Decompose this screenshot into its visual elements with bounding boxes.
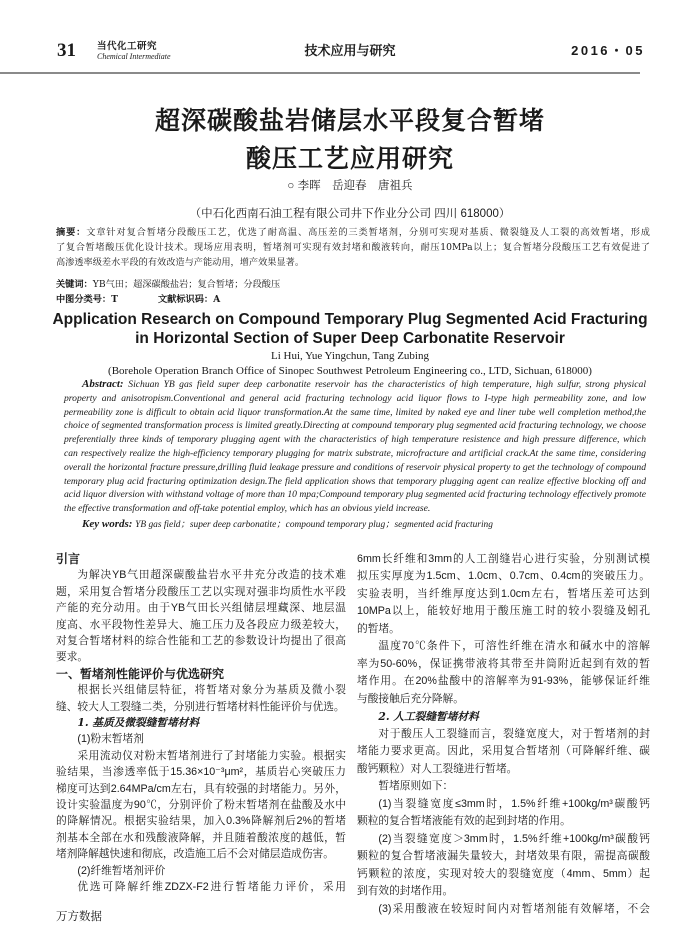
abstract-en-line: Sichuan YB gas field super deep carbonatite reservoir has the characteristics of high temperature, high sulfur, strong physical (128, 379, 646, 390)
paragraph-line: (1)粉末暂堵剂 (77, 733, 144, 746)
title-cn-line: 超深碳酸盐岩储层水平段复合暂堵 (154, 107, 545, 135)
paragraph-line: 到有效的封堵作用。 (357, 885, 454, 898)
paragraph-line: 率为50-60%，保证携带液将其带至井筒附近起到有效的暂 (357, 657, 650, 670)
doc-code-value: A (213, 294, 221, 305)
paragraph-line: 根据长兴组储层特征，将暂堵对象分为基质及微小裂 (77, 684, 346, 697)
paragraph-line: 与酸接触后充分降解。 (357, 692, 464, 705)
section-heading: 2. 人工裂缝暂堵材料 (378, 710, 479, 724)
keywords-cn-label: 关键词： (56, 279, 93, 290)
page-number: 31 (57, 40, 76, 61)
abstract-cn-line: 文章针对复合暂堵分段酸压工艺，优选了耐高温、高压差的三类暂堵剂，分别可实现对基质、微裂缝及人工裂的高效暂堵，形成 (86, 227, 650, 238)
paragraph-line: 产能的充分动用。由于YB气田长兴组储层埋藏深、地层温 (56, 602, 346, 615)
authors-cn: ○ 李晖 岳迎春 唐祖兵 (287, 180, 413, 192)
paragraph-line: 堵剂降解越快速和彻底，改造施工后不会对储层造成伤害。 (56, 848, 334, 861)
issue-number: 2016・05 (571, 43, 645, 58)
abstract-en-line: preferentially three kinds of temporary plugging agent with the characteristics of high temperature resistence and high pressure difference, which (64, 434, 646, 446)
paragraph-line: 要求。 (56, 651, 89, 664)
title-en-line: Application Research on Compound Temporary Plug Segmented Acid Fracturing (52, 311, 648, 328)
authors-en: Li Hui, Yue Yingchun, Tang Zubing (270, 350, 429, 362)
body-columns (0, 551, 700, 925)
title-en (0, 310, 700, 348)
title-cn (0, 102, 700, 178)
abstract-cn-line: 了复合暂堵酸压优化设计技术。现场应用表明，暂堵剂可实现有效封堵和酸液转向，耐压10MPa以上；复合暂堵分段酸压工艺有效促进了 (56, 242, 650, 253)
paragraph-line: 实验表明，当纤维厚度达到1.0cm左右，暂堵压差可达到 (357, 587, 650, 600)
body-column-right (357, 551, 650, 919)
abstract-en-line: acid liquor diversion with withstand voltage of more than 10 mpa;Compound temporary plug segmented acid fracturing technology effectively promote (64, 489, 646, 501)
paragraph-line: (1)当裂缝宽度≤3mm时，1.5%纤维+100kg/m³碳酸钙 (378, 797, 650, 810)
title-cn-line: 酸压工艺应用研究 (245, 145, 454, 173)
clc-label: 中图分类号： (56, 294, 112, 305)
paragraph-line: 对于酸压人工裂缝而言，裂缝宽度大，对于暂堵剂的封 (378, 727, 650, 740)
abstract-en-line: temporary plug acid fracturing optimization design.The field application shows that temporary plugging agent can realize effective blocking off and (64, 475, 646, 487)
paragraph-line: 的降解情况。根据实验结果，加入0.3%降解剂后2%的暂堵 (56, 815, 346, 828)
header-rule (0, 72, 640, 74)
abstract-cn-label: 摘要： (56, 227, 87, 238)
paragraph-line: 梯度可达到2.64MPa/cm左右，具有较强的封堵能力。另外， (56, 782, 346, 795)
paragraph-line: 颗粒的复合暂堵液能有效的起到封堵的作用。 (357, 815, 571, 828)
paragraph-line: 堵能力要求更高。因此，采用复合暂堵剂（可降解纤维、碳 (357, 745, 650, 758)
cn-meta (56, 277, 700, 307)
paragraph-line: 10MPa以上，能较好地用于酸压施工时的较小裂缝及蚓孔 (357, 605, 650, 618)
paragraph-line: 颗粒的复合暂堵液漏失量较大，封堵效果有限，需提高碳酸 (357, 850, 650, 863)
abstract-en-label: Abstract (82, 378, 120, 390)
paragraph-line: 题，采用复合暂堵分段酸压工艺以实现对强非均质性水平段 (56, 585, 346, 598)
keywords-cn: YB气田；超深碳酸盐岩；复合暂堵；分段酸压 (92, 279, 281, 290)
abstract-en-line: property and anisotropism.Conventional and general acid fracturing technology acid liquor flows to I-type high permeability zone, and low (64, 392, 646, 404)
paragraph-line: 为解决YB气田超深碳酸盐岩水平井充分改造的技术难 (77, 569, 346, 582)
paragraph-line: (2)纤维暂堵剂评价 (77, 864, 166, 877)
abstract-cn (56, 225, 650, 270)
paragraph-line: 采用流动仪对粉末暂堵剂进行了封堵能力实验。根据实 (77, 749, 346, 762)
clc-value: T (111, 294, 118, 305)
keywords-en-label: Key words (82, 517, 129, 530)
paragraph-line: 设计实验温度为90℃，分别评价了粉末暂堵剂在盐酸及水中 (56, 799, 346, 812)
abstract-cn-line: 高渗透率级差水平段的有效改造与产能动用，增产效果显著。 (56, 257, 305, 268)
abstract-en-line: the effective transformation and off-take potential employ, which has an obvious yield increase. (64, 503, 431, 515)
section-heading: 一、暂堵剂性能评价与优选研究 (56, 666, 225, 681)
journal-name-en: Chemical Intermediate (97, 52, 171, 61)
journal-name (97, 42, 171, 62)
body-column-left (56, 551, 346, 925)
paragraph-line: 堵作用。在20%盐酸中的溶解率为91-93%，能够保证纤维 (357, 675, 650, 688)
paragraph-line: 酸钙颗粒）对人工裂缝进行暂堵。 (357, 762, 518, 775)
keywords-en: Key words: YB gas field；super deep carbonatite；compound temporary plug；segmented acid fracturing (82, 517, 493, 530)
paragraph-line: 缝、较大人工裂缝二类，分别进行暂堵材料性能评价与优选。 (56, 700, 345, 713)
paragraph-line: (2)当裂缝宽度＞3mm时，1.5%纤维+100kg/m³碳酸钙 (378, 832, 650, 845)
paragraph-line: (3)采用酸液在较短时间内对暂堵剂能有效解堵，不会 (378, 902, 650, 915)
section-heading: 1. 基质及微裂缝暂堵材料 (77, 716, 200, 730)
paragraph-line: 拟压实厚度为1.5cm、1.0cm、0.7cm、0.4cm的突破压力。 (357, 570, 650, 583)
abstract-en: Abstract: Sichuan YB gas field super deep carbonatite reservoir has the characteristics of high temperature, high sulfur, strong physical property and anisotropism.Conventional and general acid fracturing technology acid liquor flows to I-type high permeability zone, and low permeability zone is difficult to obtain acid liquor transformation.At the same time, limited by naked eye and liner tube well completion method,the choice of segmented transformation process is limited greatly.Directing at compound temporary plug segmented acid fracturing technology, we choose preferentially three kinds of temporary plugging agent with the characteristics of high temperature resistence and high pressure difference, which can respectively realize the high-efficiency temporary plugging for matrix substrate, microfracture and artificial crack.At the same time, considering overall the horizontal fracture pressure,drilling fluid leakage pressure and conditions of reservoir physical property to get the technology of compound temporary plug acid fracturing optimization design.The field application shows that temporary plugging agent can realize effective blocking off and acid liquor diversion with withstand voltage of more than 10 mpa;Compound temporary plug segmented acid fracturing technology effectively promote the effective transformation and off-take potential employ, which has an obvious yield increase. (64, 378, 646, 515)
paragraph-line: 度高、水平段物性差异大、施工压力及各段应力级差较大， (56, 618, 346, 631)
paragraph-line: 钙颗粒的浓度，实现对较大的裂缝宽度（4mm、5mm）起 (357, 867, 650, 880)
abstract-en-line: overall the horizontal fracture pressure,drilling fluid leakage pressure and conditions of reservoir physical property to get the technology of compound (64, 461, 646, 473)
paragraph-line: 验结果，当渗透率低于15.36×10⁻³μm²，基质岩心突破压力 (56, 766, 346, 779)
section-title: 技术应用与研究 (304, 43, 396, 58)
abstract-en-line: permeability zone is difficult to obtain acid liquor transformation.At the same time, limited by naked eye and liner tube well completion method,the (64, 406, 646, 418)
paragraph-line: 的暂堵。 (357, 622, 400, 635)
keywords-en-value: YB gas field；super deep carbonatite；compound temporary plug；segmented acid fracturing (135, 519, 493, 530)
abstract-en-line: choice of segmented transformation process is limited greatly.Directing at compound temporary plug segmented acid fracturing technology, we choose (64, 420, 646, 432)
paragraph-line: 优选可降解纤维ZDZX-F2进行暂堵能力评价，采用 (77, 881, 346, 894)
running-header (0, 0, 700, 102)
paragraph-line: 剂基本全部在水和残酸液降解，并且随着酸浓度的越低，暂 (56, 831, 346, 844)
doc-code-label: 文献标识码： (157, 294, 214, 305)
title-en-line: in Horizontal Section of Super Deep Carbonatite Reservoir (135, 330, 565, 347)
section-heading: 引言 (56, 551, 81, 566)
paragraph-line: 温度70℃条件下，可溶性纤维在清水和碱水中的溶解 (378, 640, 650, 653)
paragraph-line: 对复合暂堵材料的综合性能和工艺的参数设计均提出了很高 (56, 635, 346, 647)
affiliation-en: (Borehole Operation Branch Office of Sinopec Southwest Petroleum Engineering co., LTD, Sichuan, 618000) (108, 365, 592, 377)
paragraph-line: 6mm长纤维和3mm的人工剖缝岩心进行实验，分别测试模 (357, 552, 650, 565)
abstract-en-line: can respectively realize the high-efficiency temporary plugging for matrix substrate, microfracture and artificial crack.At the same time, considering (64, 447, 646, 459)
journal-name-cn: 当代化工研究 (97, 41, 158, 52)
paragraph-line: 暂堵原则如下： (378, 780, 454, 793)
affiliation-cn: （中石化西南石油工程有限公司井下作业分公司 四川 618000） (189, 208, 511, 220)
footer-watermark: 万方数据 (56, 910, 102, 923)
